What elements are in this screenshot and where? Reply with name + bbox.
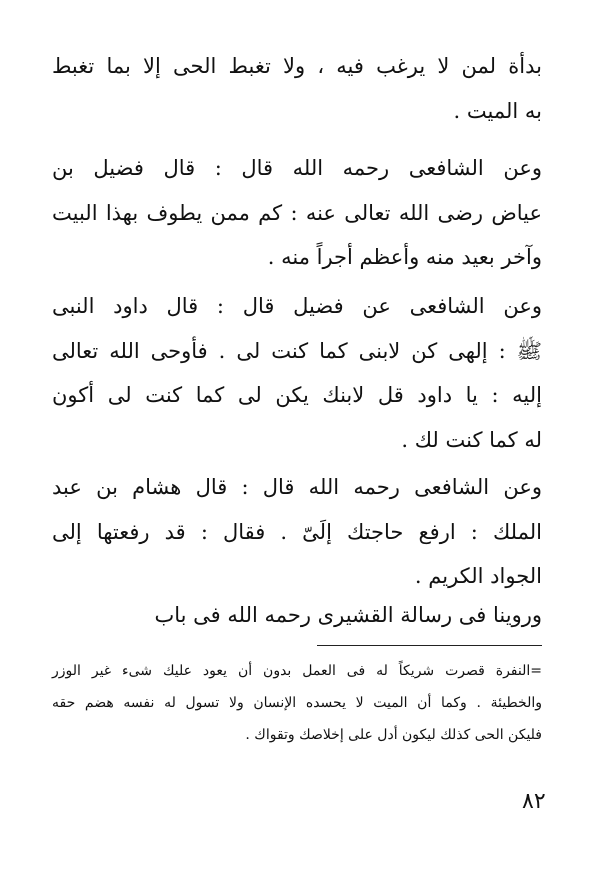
text-line: وعن الشافعى عن فضيل قال : قال داود النبى: [52, 294, 542, 318]
text-line: إليه : يا داود قل لابنك يكن لى كما كنت لى أكون: [52, 383, 542, 407]
text-line: الجواد الكريم .: [414, 564, 542, 588]
text-line: بدأة لمن لا يرغب فيه ، ولا تغبط الحى إلا بما تغبط: [52, 54, 542, 78]
paragraph-1: [52, 44, 542, 133]
footnote: [52, 655, 542, 751]
text-line: وروينا فى رسالة القشيرى رحمه الله فى باب: [154, 603, 542, 627]
footnote-separator: [317, 645, 542, 646]
paragraph-3: [52, 284, 542, 462]
text-line: به الميت .: [453, 98, 542, 123]
paragraph-4: [52, 465, 542, 599]
footnote-line: والخطيئة . وكما أن الميت لا يحسده الإنسان ولا تسول له نفسه هضم حقه: [52, 695, 542, 711]
text-line: وعن الشافعى رحمه الله قال : قال فضيل بن: [52, 156, 542, 180]
text-line: الملك : ارفع حاجتك إلَىّ . فقال : قد رفعتها إلى: [52, 519, 542, 544]
text-line: له كما كنت لك .: [401, 427, 542, 452]
text-line: ﷺ : إلهى كن لابنى كما كنت لى . فأوحى الله تعالى: [52, 338, 542, 363]
text-line: وآخر بعيد منه وأعظم أجراً منه .: [267, 245, 542, 269]
page-number: ٨٢: [522, 789, 546, 814]
footnote-line: فليكن الحى كذلك ليكون أدل على إخلاصك وتقواك .: [245, 727, 542, 743]
paragraph-5: [52, 593, 542, 638]
text-line: عياض رضى الله تعالى عنه : كم ممن يطوف بهذا البيت: [52, 200, 542, 225]
footnote-line: =النفرة قصرت شريكاً له فى العمل بدون أن يعود عليك شىء غير الوزر: [52, 663, 542, 679]
paragraph-2: [52, 146, 542, 280]
text-line: وعن الشافعى رحمه الله قال : قال هشام بن عبد: [52, 475, 542, 499]
